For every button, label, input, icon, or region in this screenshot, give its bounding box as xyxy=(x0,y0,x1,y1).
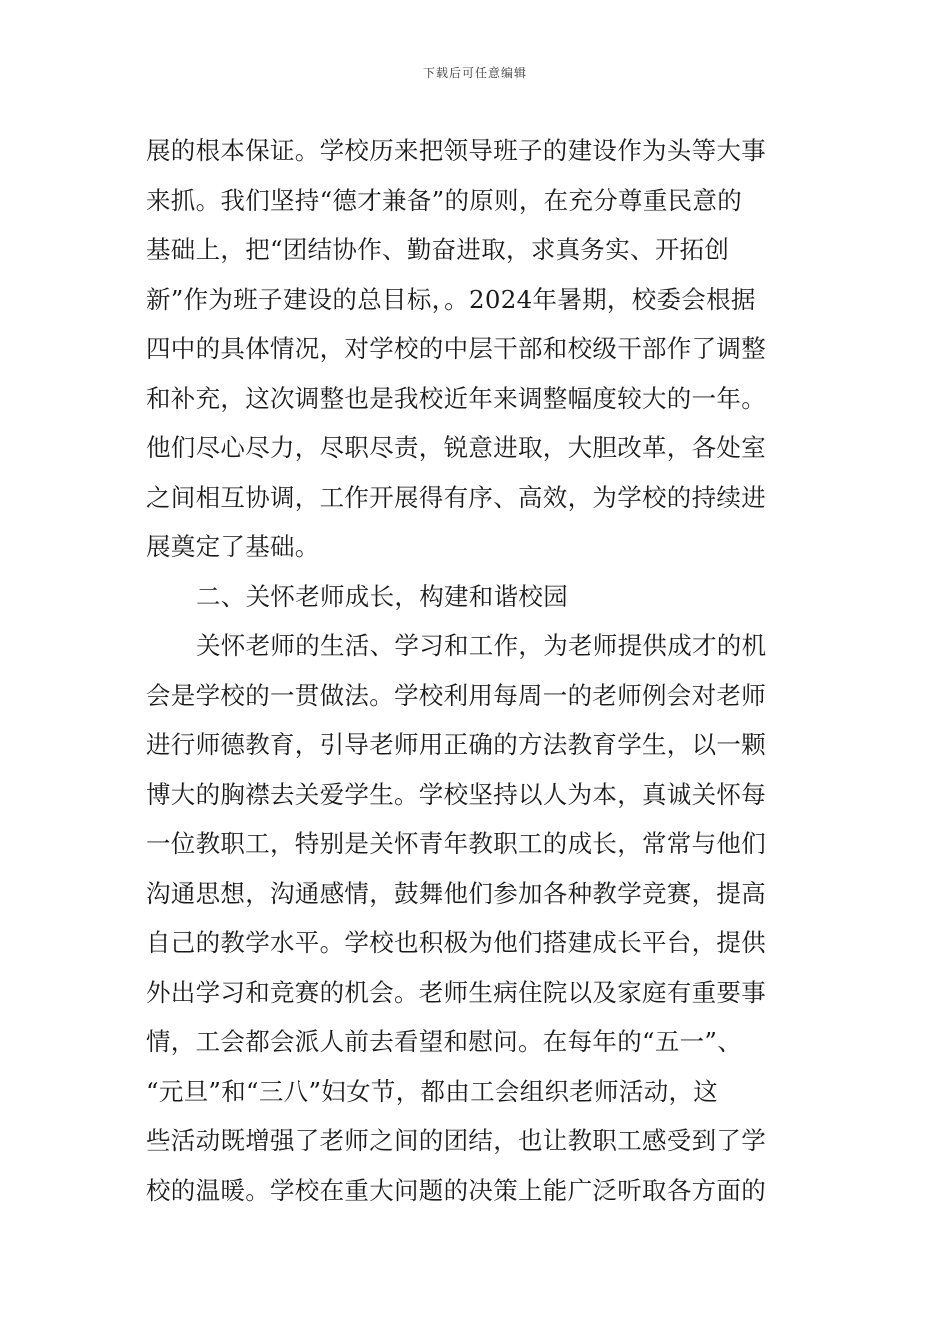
text-line: 基础上，把“团结协作、勤奋进取，求真务实、开拓创 xyxy=(146,235,730,264)
text-line: 展的根本保证。学校历来把领导班子的建设作为头等大事 xyxy=(146,136,766,165)
section-heading: 二、关怀老师成长，构建和谐校园 xyxy=(196,581,568,611)
text-line: 四中的具体情况，对学校的中层干部和校级干部作了调整 xyxy=(146,334,766,363)
text-line: “元旦”和“三八”妇女节，都由工会组织老师活动，这 xyxy=(146,1076,719,1106)
document-body xyxy=(146,126,812,1215)
text-line: 自己的教学水平。学校也积极为他们搭建成长平台，提供 xyxy=(146,928,766,957)
text-line: 博大的胸襟去关爱学生。学校坚持以人为本，真诚关怀每 xyxy=(146,779,766,809)
text-line: 外出学习和竞赛的机会。老师生病住院以及家庭有重要事 xyxy=(146,977,766,1007)
text-line: 关怀老师的生活、学习和工作，为老师提供成才的机 xyxy=(196,631,767,660)
text-line: 新”作为班子建设的总目标，。2024年暑期，校委会根据 xyxy=(146,284,756,314)
text-line: 会是学校的一贯做法。学校利用每周一的老师例会对老师 xyxy=(146,680,766,710)
text-line: 一位教职工，特别是关怀青年教职工的成长，常常与他们 xyxy=(146,829,766,858)
text-line: 情，工会都会派人前去看望和慰问。在每年的“五一”、 xyxy=(146,1027,743,1056)
text-line: 些活动既增强了老师之间的团结，也让教职工感受到了学 xyxy=(146,1126,766,1155)
text-line: 他们尽心尽力，尽职尽责，锐意进取，大胆改革，各处室 xyxy=(146,433,766,462)
text-line: 来抓。我们坚持“德才兼备”的原则，在充分尊重民意的 xyxy=(146,185,743,215)
text-line: 校的温暖。学校在重大问题的决策上能广泛听取各方面的 xyxy=(146,1175,766,1205)
text-line: 和补充，这次调整也是我校近年来调整幅度较大的一年。 xyxy=(146,383,766,413)
text-line: 展奠定了基础。 xyxy=(146,532,320,561)
text-line: 之间相互协调，工作开展得有序、高效，为学校的持续进 xyxy=(146,482,766,512)
page-header-note: 下载后可任意编辑 xyxy=(422,66,527,80)
text-line: 进行师德教育，引导老师用正确的方法教育学生，以一颗 xyxy=(146,730,766,759)
text-line: 沟通思想，沟通感情，鼓舞他们参加各种教学竞赛，提高 xyxy=(146,878,766,908)
